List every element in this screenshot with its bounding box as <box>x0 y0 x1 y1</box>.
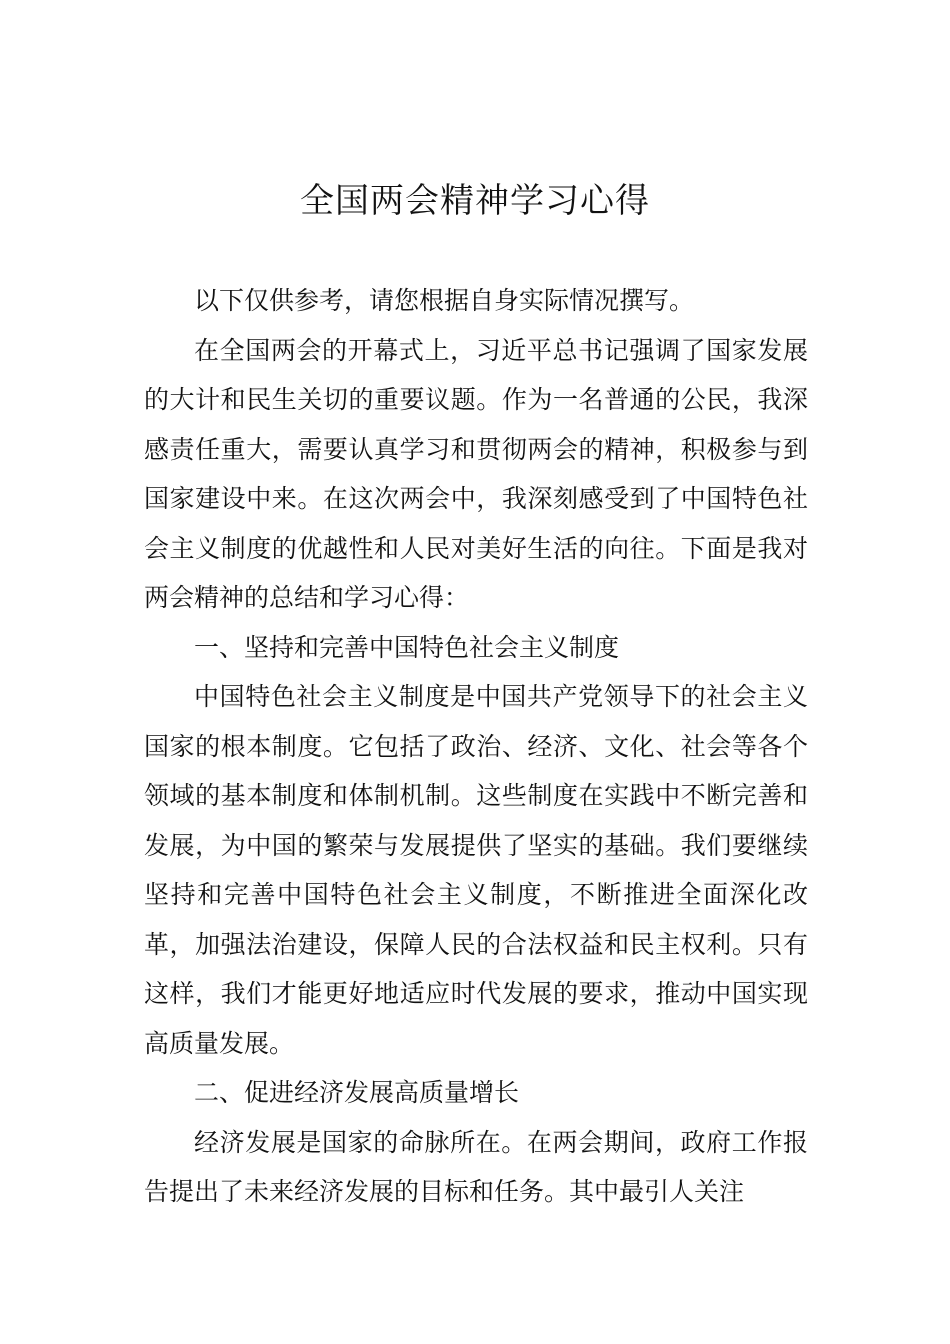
document-body <box>144 276 808 1217</box>
section-heading-2: 二、促进经济发展高质量增长 <box>194 1078 520 1107</box>
paragraph-section-2: 经济发展是国家的命脉所在。在两会期间，政府工作报告提出了未来经济发展的目标和任务。其中最引人关注 <box>144 1127 808 1206</box>
paragraph-intro-note: 以下仅供参考，请您根据自身实际情况撰写。 <box>194 286 695 315</box>
paragraph-opening: 在全国两会的开幕式上，习近平总书记强调了国家发展的大计和民生关切的重要议题。作为一名普通的公民，我深感责任重大，需要认真学习和贯彻两会的精神，积极参与到国家建设中来。在这次两会中，我深刻感受到了中国特色社会主义制度的优越性和人民对美好生活的向往。下面是我对两会精神的总结和学习心得： <box>144 335 808 612</box>
paragraph-section-1: 中国特色社会主义制度是中国共产党领导下的社会主义国家的根本制度。它包括了政治、经济、文化、社会等各个领域的基本制度和体制机制。这些制度在实践中不断完善和发展，为中国的繁荣与发展提供了坚实的基础。我们要继续坚持和完善中国特色社会主义制度，不断推进全面深化改革，加强法治建设，保障人民的合法权益和民主权利。只有这样，我们才能更好地适应时代发展的要求，推动中国实现高质量发展。 <box>144 682 808 1058</box>
section-heading-1: 一、坚持和完善中国特色社会主义制度 <box>194 632 620 662</box>
document-title: 全国两会精神学习心得 <box>300 181 650 221</box>
